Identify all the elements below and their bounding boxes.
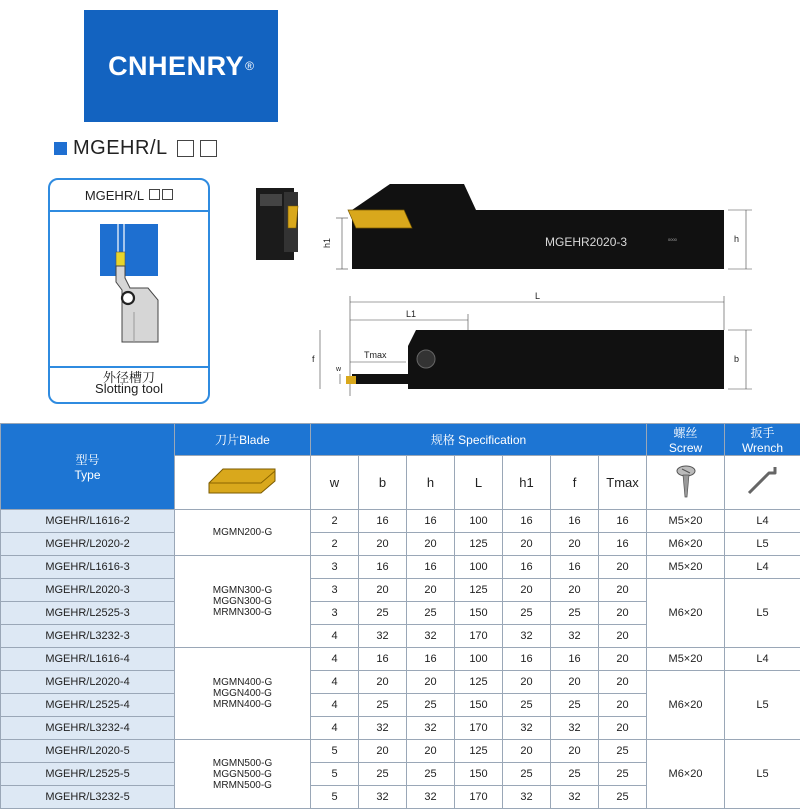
card-label-en: Slotting tool [48, 381, 210, 396]
table-row: MGEHR/L2525-5 5 25 25 150 25 25 25 [1, 763, 800, 786]
card-title-text: MGEHR/L [85, 188, 144, 203]
wrench-header: 扳手 Wrench [725, 424, 800, 456]
placeholder-box-icon [177, 140, 194, 157]
table-header-row [1, 424, 800, 456]
table-row: MGEHR/L2525-4 4 25 25 150 25 25 20 [1, 694, 800, 717]
holder-top-view [312, 291, 752, 396]
dim-L: L [535, 291, 540, 301]
table-row: MGEHR/L2020-3 3 20 20 125 20 20 20 M6×20 L5 [1, 579, 800, 602]
placeholder-box-icon [162, 189, 173, 200]
engraving-text: MGEHR2020-3 [545, 235, 627, 249]
spec-table [0, 423, 800, 809]
table-row: MGEHR/L1616-4 MGMN400-G MGGN400-G MRMN400-G 4 16 16 100 16 16 20 M5×20 L4 [1, 648, 800, 671]
placeholder-box-icon [149, 189, 160, 200]
col-b: b [359, 456, 407, 510]
dim-w: w [335, 366, 342, 373]
table-row: MGEHR/L3232-5 5 32 32 170 32 32 25 [1, 786, 800, 809]
screw-icon [647, 456, 725, 510]
dim-h1: h1 [322, 238, 332, 248]
blade-insert-icon [175, 456, 311, 510]
dim-L1: L1 [406, 309, 416, 319]
bullet-square-icon [54, 142, 67, 155]
table-row: MGEHR/L3232-4 4 32 32 170 32 32 20 [1, 717, 800, 740]
dim-b: b [734, 354, 739, 364]
table-row: MGEHR/L2020-5 MGMN500-G MGGN500-G MRMN500-G 5 20 20 125 20 20 25 M6×20 L5 [1, 740, 800, 763]
registered-mark: ® [245, 59, 254, 73]
card-label-cn: 外径槽刀 [48, 367, 210, 386]
card-title [50, 188, 208, 203]
table-row: MGEHR/L2020-4 4 20 20 125 20 20 20 M6×20 L5 [1, 671, 800, 694]
blade-cell: MGMN500-G MGGN500-G MRMN500-G [175, 740, 311, 809]
table-row: MGEHR/L2020-2 2 20 20 125 20 20 16 M6×20 L5 [1, 533, 800, 556]
screw-header: 螺丝 Screw [647, 424, 725, 456]
blade-cell: MGMN400-G MGGN400-G MRMN400-G [175, 648, 311, 740]
tool-holder-drawing [240, 178, 760, 410]
dim-h: h [734, 234, 739, 244]
brand-logo [84, 10, 278, 122]
table-row: MGEHR/L1616-2 MGMN200-G 2 16 16 100 16 16 16 M5×20 L4 [1, 510, 800, 533]
model-title: MGEHR/L [73, 137, 168, 160]
placeholder-box-icon [200, 140, 217, 157]
dim-Tmax: Tmax [364, 350, 387, 360]
blade-cell: MGMN300-G MGGN300-G MRMN300-G [175, 556, 311, 648]
col-w: w [311, 456, 359, 510]
brand-name: CNHENRY [108, 51, 244, 82]
col-f: f [551, 456, 599, 510]
slotting-tool-icon [50, 212, 208, 362]
table-row: MGEHR/L2525-3 3 25 25 150 25 25 20 [1, 602, 800, 625]
holder-side-view [256, 184, 752, 269]
dim-f: f [312, 354, 315, 364]
col-L: L [455, 456, 503, 510]
table-row: MGEHR/L1616-3 MGMN300-G MGGN300-G MRMN300-G 3 16 16 100 16 16 20 M5×20 L4 [1, 556, 800, 579]
svg-text:0000: 0000 [668, 237, 678, 242]
blade-header: 刀片Blade [175, 424, 311, 456]
col-tmax: Tmax [599, 456, 647, 510]
col-h: h [407, 456, 455, 510]
col-h1: h1 [503, 456, 551, 510]
model-heading [54, 137, 217, 160]
type-header: 型号 Type [1, 424, 175, 510]
spec-header: 规格 Specification [311, 424, 647, 456]
table-row: MGEHR/L3232-3 4 32 32 170 32 32 20 [1, 625, 800, 648]
blade-cell: MGMN200-G [175, 510, 311, 556]
wrench-icon [725, 456, 800, 510]
